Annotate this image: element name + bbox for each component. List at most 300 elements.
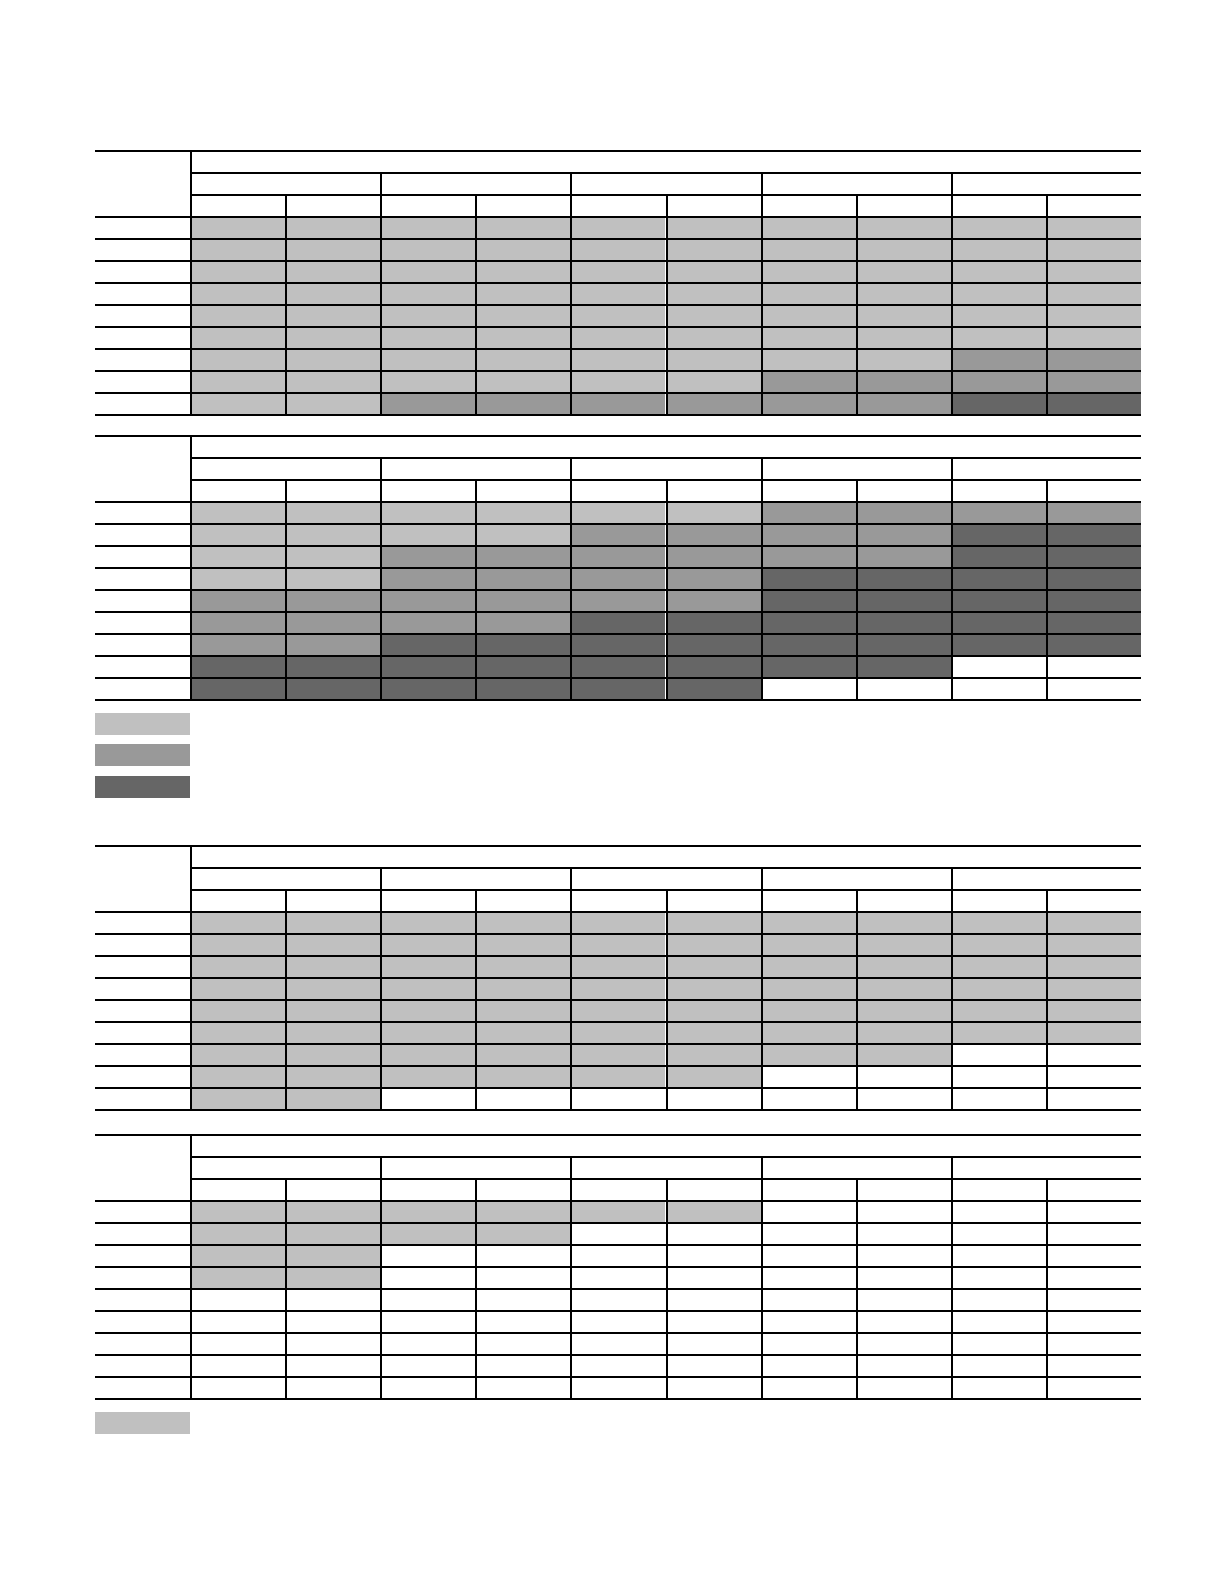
table-cell: [570, 523, 665, 545]
table-cell: [570, 999, 665, 1021]
table-cell: [570, 1244, 665, 1266]
table-cell: [951, 1065, 1046, 1087]
table-cell: [475, 589, 570, 611]
table-cell: [761, 348, 856, 370]
table-cell: [570, 1288, 665, 1310]
table-cell: [380, 1288, 475, 1310]
table-cell: [190, 392, 285, 414]
table-cell: [285, 1200, 380, 1222]
table-cell: [380, 911, 475, 933]
table-cell: [475, 216, 570, 238]
table-cell: [666, 677, 761, 699]
table-cell: [380, 611, 475, 633]
table-cell: [190, 216, 285, 238]
table-cell: [761, 216, 856, 238]
table-cell: [190, 238, 285, 260]
table-cell: [951, 1288, 1046, 1310]
table-cell: [951, 238, 1046, 260]
table-cell: [666, 238, 761, 260]
table-cell: [856, 326, 951, 348]
table-cell: [475, 392, 570, 414]
column-divider: [475, 194, 477, 416]
table-cell: [380, 501, 475, 523]
table-cell: [856, 370, 951, 392]
table-cell: [475, 1266, 570, 1288]
shaded-table-3: [95, 845, 1141, 1107]
table-cell: [951, 282, 1046, 304]
row-rule: [95, 1200, 1141, 1202]
table-cell: [1046, 1376, 1141, 1398]
table-cell: [380, 1087, 475, 1109]
table-cell: [285, 1266, 380, 1288]
table-cell: [285, 677, 380, 699]
table-cell: [475, 370, 570, 392]
table-cell: [285, 370, 380, 392]
table-cell: [761, 1310, 856, 1332]
group-divider: [380, 457, 382, 701]
table-cell: [285, 955, 380, 977]
table-cell: [285, 1288, 380, 1310]
group-divider: [380, 172, 382, 416]
table-cell: [951, 1376, 1046, 1398]
table-cell: [380, 260, 475, 282]
table-cell: [380, 304, 475, 326]
column-divider: [666, 1178, 668, 1400]
group-divider: [761, 867, 763, 1111]
column-divider: [856, 1178, 858, 1400]
table-cell: [951, 677, 1046, 699]
table-cell: [951, 633, 1046, 655]
table-cell: [190, 1065, 285, 1087]
table-cell: [380, 370, 475, 392]
table-cell: [666, 1200, 761, 1222]
column-divider: [856, 479, 858, 701]
table-cell: [951, 260, 1046, 282]
table-cell: [951, 501, 1046, 523]
table-cell: [951, 523, 1046, 545]
table-cell: [475, 282, 570, 304]
row-rule: [95, 589, 1141, 591]
table-cell: [761, 1244, 856, 1266]
table-cell: [190, 1332, 285, 1354]
legend-swatch-light: [95, 713, 190, 735]
table-cell: [856, 633, 951, 655]
table-cell: [475, 1310, 570, 1332]
table-cell: [190, 999, 285, 1021]
row-rule: [95, 933, 1141, 935]
table-cell: [1046, 933, 1141, 955]
column-divider: [475, 1178, 477, 1400]
group-divider: [570, 1156, 572, 1400]
table-cell: [285, 216, 380, 238]
table-cell: [951, 370, 1046, 392]
table-cell: [856, 589, 951, 611]
table-cell: [190, 282, 285, 304]
table-cell: [1046, 282, 1141, 304]
table-cell: [475, 348, 570, 370]
table-cell: [1046, 392, 1141, 414]
table-cell: [380, 392, 475, 414]
table-cell: [285, 1376, 380, 1398]
table-cell: [570, 1065, 665, 1087]
table-cell: [761, 238, 856, 260]
table-top-rule: [95, 1134, 1141, 1136]
table-cell: [856, 1266, 951, 1288]
table-cell: [1046, 633, 1141, 655]
table-cell: [856, 933, 951, 955]
row-rule: [95, 911, 1141, 913]
table-cell: [951, 655, 1046, 677]
table-cell: [190, 1021, 285, 1043]
table-cell: [190, 567, 285, 589]
table-cell: [285, 348, 380, 370]
table-cell: [285, 392, 380, 414]
table-cell: [666, 282, 761, 304]
table-cell: [285, 655, 380, 677]
table-cell: [380, 545, 475, 567]
column-divider: [285, 479, 287, 701]
table-cell: [761, 611, 856, 633]
table-cell: [380, 1043, 475, 1065]
table-cell: [570, 955, 665, 977]
table-cell: [666, 1354, 761, 1376]
shaded-table-1: [95, 150, 1141, 412]
table-cell: [856, 238, 951, 260]
row-rule: [95, 1354, 1141, 1356]
table-cell: [475, 999, 570, 1021]
table-cell: [856, 1065, 951, 1087]
row-rule: [95, 523, 1141, 525]
table-cell: [1046, 1266, 1141, 1288]
table-cell: [666, 326, 761, 348]
group-divider: [570, 457, 572, 701]
label-column-divider: [190, 845, 192, 1111]
table-cell: [570, 545, 665, 567]
table-cell: [761, 1266, 856, 1288]
table-cell: [666, 304, 761, 326]
table-cell: [856, 999, 951, 1021]
table-cell: [666, 933, 761, 955]
row-rule: [95, 326, 1141, 328]
table-cell: [951, 348, 1046, 370]
table-cell: [475, 326, 570, 348]
table-cell: [190, 260, 285, 282]
table-cell: [285, 911, 380, 933]
column-divider: [666, 479, 668, 701]
table-cell: [475, 911, 570, 933]
row-rule: [95, 611, 1141, 613]
table-cell: [380, 1065, 475, 1087]
table-cell: [285, 611, 380, 633]
group-divider: [380, 1156, 382, 1400]
header-rule: [190, 172, 1141, 174]
table-cell: [570, 326, 665, 348]
table-cell: [951, 589, 1046, 611]
row-rule: [95, 1021, 1141, 1023]
table-cell: [380, 216, 475, 238]
row-rule: [95, 304, 1141, 306]
table-cell: [285, 589, 380, 611]
table-cell: [285, 1087, 380, 1109]
row-rule: [95, 370, 1141, 372]
table-cell: [856, 304, 951, 326]
table-cell: [380, 1222, 475, 1244]
column-divider: [1046, 194, 1048, 416]
group-divider: [570, 172, 572, 416]
table-cell: [1046, 1354, 1141, 1376]
table-cell: [1046, 326, 1141, 348]
table-cell: [285, 1065, 380, 1087]
table-cell: [285, 1043, 380, 1065]
table-cell: [666, 999, 761, 1021]
table-cell: [761, 911, 856, 933]
table-cell: [380, 633, 475, 655]
table-cell: [666, 1288, 761, 1310]
table-cell: [1046, 523, 1141, 545]
table-cell: [570, 567, 665, 589]
row-rule: [95, 260, 1141, 262]
table-cell: [761, 260, 856, 282]
table-cell: [761, 567, 856, 589]
table-cell: [666, 1266, 761, 1288]
table-cell: [1046, 216, 1141, 238]
table-cell: [951, 1021, 1046, 1043]
label-column-divider: [190, 150, 192, 416]
table-cell: [1046, 611, 1141, 633]
table-cell: [380, 1310, 475, 1332]
table-cell: [570, 677, 665, 699]
column-divider: [856, 889, 858, 1111]
table-cell: [761, 633, 856, 655]
table-cell: [380, 677, 475, 699]
table-cell: [190, 655, 285, 677]
group-divider: [951, 867, 953, 1111]
table-cell: [666, 655, 761, 677]
table-cell: [570, 282, 665, 304]
table-cell: [761, 1065, 856, 1087]
table-cell: [1046, 999, 1141, 1021]
row-rule: [95, 1244, 1141, 1246]
table-cell: [666, 348, 761, 370]
table-cell: [666, 1065, 761, 1087]
table-cell: [951, 999, 1046, 1021]
table-cell: [761, 589, 856, 611]
shaded-table-2: [95, 435, 1141, 697]
table-cell: [570, 611, 665, 633]
table-cell: [380, 655, 475, 677]
column-divider: [856, 194, 858, 416]
row-rule: [95, 633, 1141, 635]
table-cell: [856, 1244, 951, 1266]
table-cell: [190, 304, 285, 326]
table-cell: [856, 1332, 951, 1354]
table-cell: [285, 282, 380, 304]
table-cell: [475, 611, 570, 633]
table-cell: [761, 933, 856, 955]
table-cell: [856, 392, 951, 414]
table-cell: [951, 1043, 1046, 1065]
table-cell: [1046, 260, 1141, 282]
table-cell: [761, 677, 856, 699]
table-cell: [285, 999, 380, 1021]
table-cell: [570, 633, 665, 655]
table-cell: [856, 348, 951, 370]
table-cell: [856, 1288, 951, 1310]
row-rule: [95, 238, 1141, 240]
table-cell: [1046, 370, 1141, 392]
table-cell: [856, 1200, 951, 1222]
table-cell: [951, 1222, 1046, 1244]
table-cell: [380, 282, 475, 304]
table-cell: [1046, 1087, 1141, 1109]
table-cell: [190, 611, 285, 633]
table-cell: [666, 567, 761, 589]
table-cell: [190, 1043, 285, 1065]
row-rule: [95, 1332, 1141, 1334]
table-cell: [380, 977, 475, 999]
table-cell: [856, 501, 951, 523]
column-divider: [475, 479, 477, 701]
table-cell: [1046, 1065, 1141, 1087]
group-divider: [761, 1156, 763, 1400]
table-cell: [190, 677, 285, 699]
table-cell: [1046, 1222, 1141, 1244]
table-cell: [1046, 1021, 1141, 1043]
table-cell: [856, 1354, 951, 1376]
table-cell: [856, 677, 951, 699]
column-divider: [285, 194, 287, 416]
table-cell: [1046, 655, 1141, 677]
table-cell: [285, 1244, 380, 1266]
label-column-divider: [190, 435, 192, 701]
row-rule: [95, 1398, 1141, 1400]
table-cell: [190, 955, 285, 977]
table-cell: [570, 1043, 665, 1065]
table-cell: [190, 933, 285, 955]
table-cell: [380, 1332, 475, 1354]
table-cell: [1046, 977, 1141, 999]
table-cell: [380, 1244, 475, 1266]
table-cell: [570, 977, 665, 999]
legend-swatch-medium: [95, 744, 190, 766]
table-cell: [475, 523, 570, 545]
table-cell: [856, 567, 951, 589]
table-cell: [475, 655, 570, 677]
table-cell: [380, 955, 475, 977]
table-cell: [1046, 1310, 1141, 1332]
table-cell: [951, 1244, 1046, 1266]
table-cell: [951, 1087, 1046, 1109]
table-cell: [856, 1222, 951, 1244]
column-divider: [1046, 889, 1048, 1111]
table-cell: [570, 1310, 665, 1332]
table-cell: [856, 1376, 951, 1398]
table-cell: [856, 523, 951, 545]
table-cell: [666, 545, 761, 567]
table-cell: [380, 567, 475, 589]
table-cell: [190, 589, 285, 611]
table-cell: [285, 1222, 380, 1244]
row-rule: [95, 1109, 1141, 1111]
legend-swatch-light-2: [95, 1412, 190, 1434]
table-cell: [190, 370, 285, 392]
table-cell: [380, 348, 475, 370]
table-cell: [761, 1332, 856, 1354]
row-rule: [95, 414, 1141, 416]
column-divider: [475, 889, 477, 1111]
table-cell: [475, 501, 570, 523]
table-cell: [951, 304, 1046, 326]
table-cell: [285, 633, 380, 655]
table-cell: [380, 933, 475, 955]
table-cell: [761, 370, 856, 392]
row-rule: [95, 282, 1141, 284]
column-divider: [666, 194, 668, 416]
table-cell: [1046, 589, 1141, 611]
row-rule: [95, 977, 1141, 979]
group-divider: [570, 867, 572, 1111]
group-divider: [380, 867, 382, 1111]
table-cell: [380, 1266, 475, 1288]
table-cell: [570, 501, 665, 523]
column-divider: [285, 1178, 287, 1400]
table-cell: [1046, 238, 1141, 260]
table-cell: [475, 1376, 570, 1398]
table-cell: [761, 655, 856, 677]
table-cell: [570, 655, 665, 677]
table-cell: [475, 1354, 570, 1376]
row-rule: [95, 545, 1141, 547]
table-cell: [761, 282, 856, 304]
table-cell: [1046, 1043, 1141, 1065]
table-cell: [666, 260, 761, 282]
table-cell: [380, 1021, 475, 1043]
table-cell: [951, 1354, 1046, 1376]
table-cell: [856, 977, 951, 999]
label-column-divider: [190, 1134, 192, 1400]
row-rule: [95, 999, 1141, 1001]
table-cell: [570, 1332, 665, 1354]
table-cell: [856, 655, 951, 677]
table-cell: [285, 260, 380, 282]
table-cell: [285, 977, 380, 999]
table-cell: [190, 501, 285, 523]
table-cell: [666, 1244, 761, 1266]
table-cell: [761, 977, 856, 999]
table-cell: [475, 977, 570, 999]
table-cell: [856, 260, 951, 282]
header-rule: [190, 457, 1141, 459]
table-cell: [761, 1354, 856, 1376]
table-cell: [761, 1200, 856, 1222]
table-cell: [761, 1376, 856, 1398]
table-cell: [856, 1087, 951, 1109]
header-rule: [190, 1156, 1141, 1158]
table-cell: [475, 677, 570, 699]
table-cell: [475, 1087, 570, 1109]
table-cell: [761, 1043, 856, 1065]
table-cell: [475, 545, 570, 567]
table-top-rule: [95, 845, 1141, 847]
table-cell: [1046, 348, 1141, 370]
table-cell: [666, 589, 761, 611]
table-cell: [285, 545, 380, 567]
row-rule: [95, 348, 1141, 350]
group-divider: [951, 457, 953, 701]
table-cell: [856, 1310, 951, 1332]
table-cell: [380, 589, 475, 611]
table-cell: [380, 326, 475, 348]
